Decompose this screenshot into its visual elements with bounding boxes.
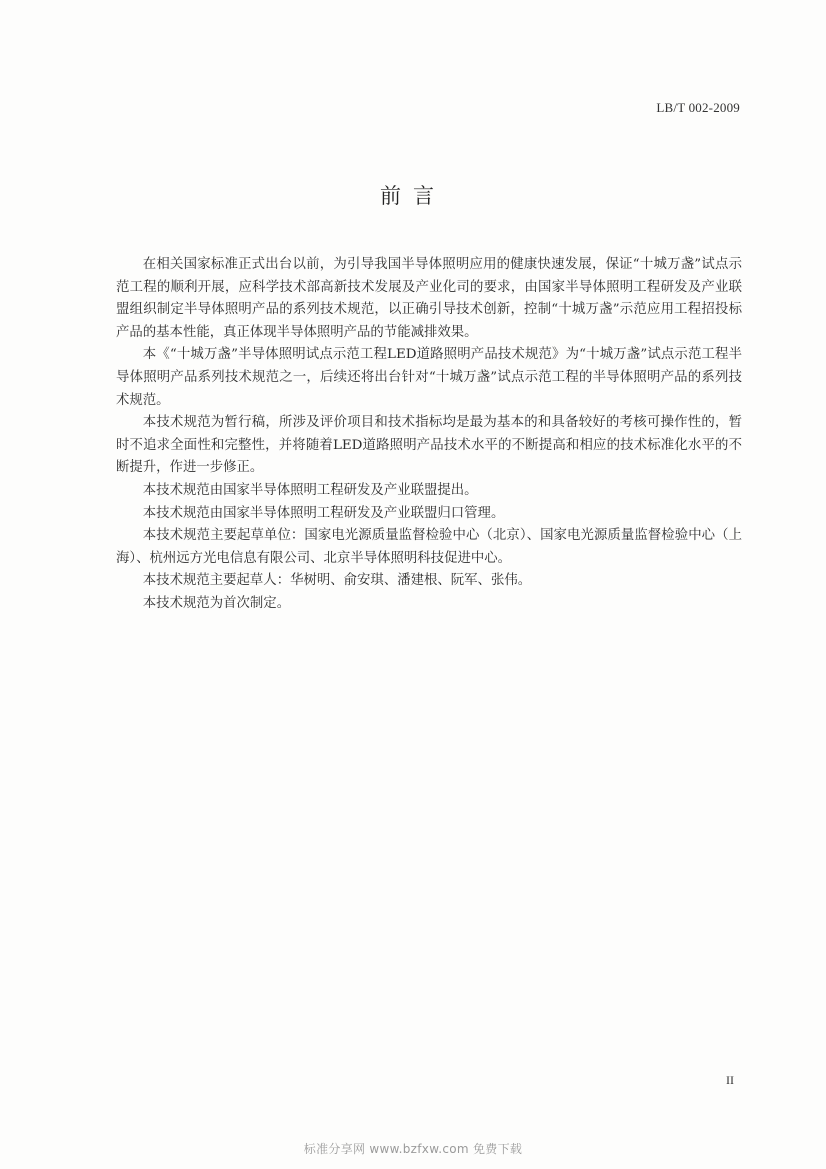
paragraph-drafting-units: 本技术规范主要起草单位：国家电光源质量监督检验中心（北京）、国家电光源质量监督检验中心（上海）、杭州远方光电信息有限公司、北京半导体照明科技促进中心。 [116, 528, 742, 566]
foreword-body [116, 254, 742, 616]
paragraph-proposer: 本技术规范由国家半导体照明工程研发及产业联盟提出。 [142, 482, 478, 498]
document-code: LB/T 002-2009 [656, 100, 740, 115]
page-number: II [726, 1073, 734, 1087]
paragraph-scope: 本《“十城万盏”半导体照明试点示范工程LED道路照明产品技术规范》为“十城万盏”试点示范工程半导体照明产品系列技术规范之一，后续还将出台针对“十城万盏”试点示范工程的半导体照明产品的系列技术规范。 [116, 347, 742, 408]
paragraph-management: 本技术规范由国家半导体照明工程研发及产业联盟归口管理。 [142, 505, 505, 521]
paragraph-first-edition: 本技术规范为首次制定。 [142, 595, 291, 611]
paragraph-background: 在相关国家标准正式出台以前，为引导我国半导体照明应用的健康快速发展，保证“十城万盏”试点示范工程的顺利开展，应科学技术部高新技术发展及产业化司的要求，由国家半导体照明工程研发及产业联盟组织制定半导体照明产品的系列技术规范，以正确引导技术创新，控制“十城万盏”示范应用工程招投标产品的基本性能，真正体现半导体照明产品的节能减排效果。 [116, 257, 742, 340]
page-title: 前言 [380, 184, 446, 208]
paragraph-drafters: 本技术规范主要起草人：华树明、俞安琪、潘建根、阮军、张伟。 [142, 573, 532, 589]
watermark-text: 标准分享网 www.bzfxw.com 免费下载 [303, 1142, 523, 1156]
paragraph-provisional: 本技术规范为暂行稿，所涉及评价项目和技术指标均是最为基本的和具备较好的考核可操作性的，暂时不追求全面性和完整性，并将随着LED道路照明产品技术水平的不断提高和相应的技术标准化水平的不断提升，作进一步修正。 [116, 415, 742, 476]
